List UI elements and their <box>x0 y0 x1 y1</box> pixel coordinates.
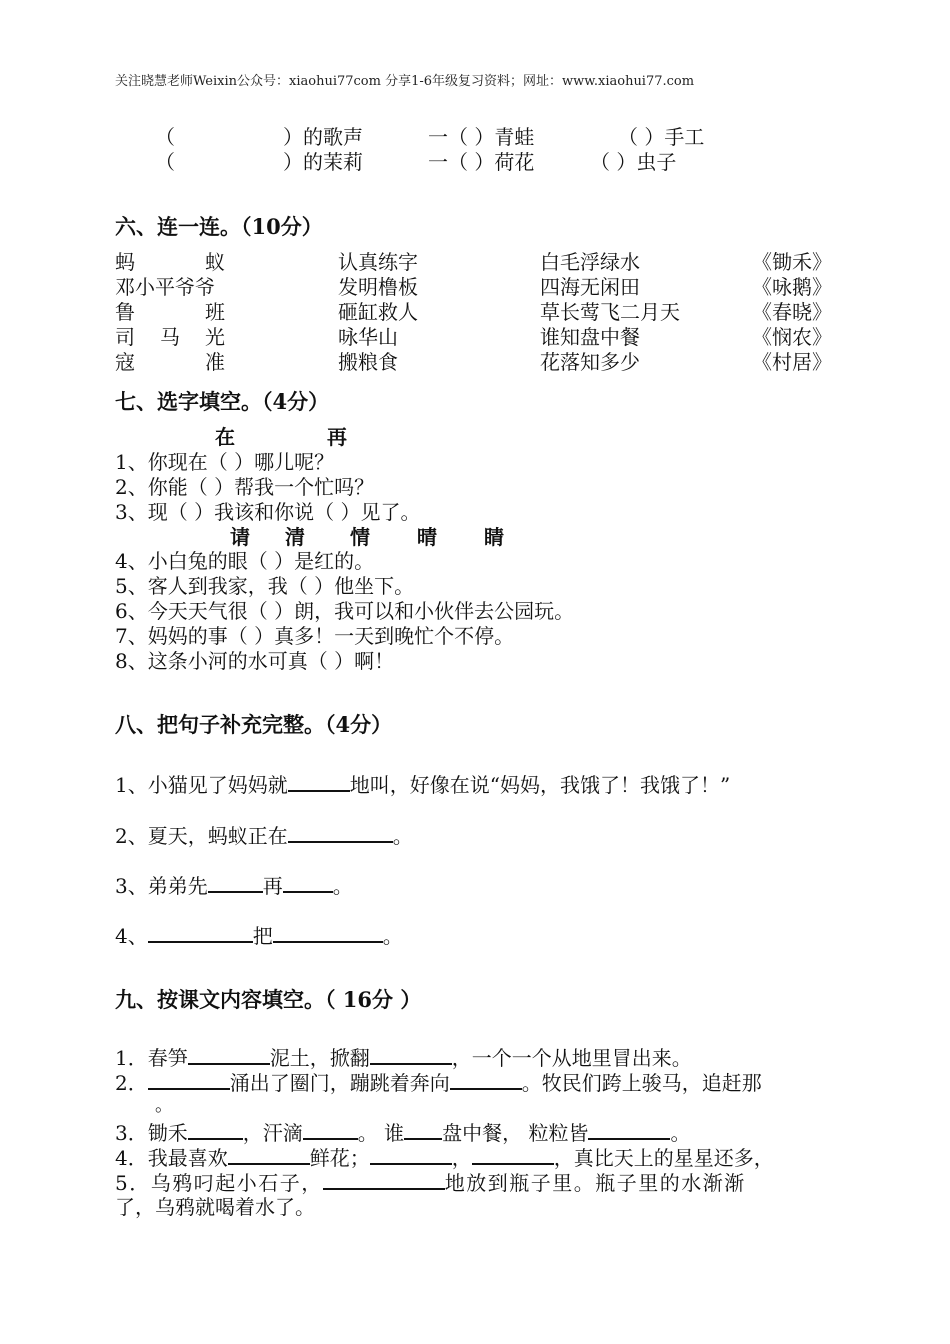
sentence-text: 4、 <box>115 924 148 948</box>
poem-title-cell: 《春晓》 <box>752 300 832 324</box>
sentence-text: 1、小猫见了妈妈就 <box>115 773 288 797</box>
word-choice: 在 <box>215 425 235 449</box>
line-text: 盘中餐， 粒粒皆 <box>442 1121 589 1145</box>
answer-blank[interactable] <box>472 1145 554 1165</box>
answer-blank[interactable] <box>228 1145 310 1165</box>
poem-line-cell: 四海无闲田 <box>540 275 640 299</box>
deed-cell: 发明橹板 <box>338 275 418 299</box>
line-text: 。牧民们跨上骏马，追赶那 <box>521 1071 762 1095</box>
question-line: 5、客人到我家，我（ ）他坐下。 <box>115 574 415 598</box>
line-text: 了，乌鸦就喝着水了。 <box>115 1195 315 1219</box>
line-text: ，真比天上的星星还多， <box>553 1146 774 1170</box>
word-choice: 情 <box>350 525 370 549</box>
answer-blank[interactable] <box>323 1170 445 1190</box>
answer-blank[interactable] <box>148 1070 230 1090</box>
text-line <box>115 1070 762 1095</box>
section-7-title: 七、选字填空。（4分） <box>115 389 330 414</box>
line-text: 3．锄禾 <box>115 1121 188 1145</box>
poem-title-cell: 《悯农》 <box>752 325 832 349</box>
fill-item: （ ）手工 <box>618 125 705 149</box>
question-line: 1、你现在（ ）哪儿呢？ <box>115 450 335 474</box>
name-cell: 班 <box>205 300 225 324</box>
question-line: 3、现（ ）我该和你说（ ）见了。 <box>115 500 421 524</box>
poem-title-cell: 《村居》 <box>752 350 832 374</box>
question-line: 2、你能（ ）帮我一个忙吗？ <box>115 475 375 499</box>
paren-open: （ <box>155 125 175 149</box>
sentence-text: 3、弟弟先 <box>115 874 208 898</box>
question-line: 7、妈妈的事（ ）真多！一天到晚忙个不停。 <box>115 624 515 648</box>
sentence-text: 2、夏天，蚂蚁正在 <box>115 824 288 848</box>
deed-cell: 砸缸救人 <box>338 300 418 324</box>
question-line: 4、小白兔的眼（ ）是红的。 <box>115 549 375 573</box>
answer-blank[interactable] <box>283 873 333 893</box>
deed-cell: 搬粮食 <box>338 350 398 374</box>
answer-blank[interactable] <box>303 1120 358 1140</box>
name-cell: 光 <box>205 325 225 349</box>
poem-title-cell: 《锄禾》 <box>752 250 832 274</box>
deed-cell: 咏华山 <box>338 325 398 349</box>
line-text: ， <box>451 1146 472 1170</box>
name-cell: 寇 <box>115 350 135 374</box>
poem-line-cell: 草长莺飞二月天 <box>540 300 680 324</box>
name-cell: 蚂 <box>115 250 135 274</box>
word-choice: 睛 <box>484 525 504 549</box>
line-text: 2． <box>115 1071 148 1095</box>
line-text: ，一个一个从地里冒出来。 <box>451 1046 692 1070</box>
name-cell: 邓小平爷爷 <box>115 275 215 299</box>
name-cell: 鲁 <box>115 300 135 324</box>
line-text: 4．我最喜欢 <box>115 1146 228 1170</box>
answer-blank[interactable] <box>288 823 393 843</box>
answer-blank[interactable] <box>404 1120 442 1140</box>
answer-blank[interactable] <box>588 1120 670 1140</box>
line-text: 泥土，掀翻 <box>269 1046 370 1070</box>
answer-blank[interactable] <box>370 1145 452 1165</box>
poem-line-cell: 谁知盘中餐 <box>540 325 640 349</box>
name-cell: 蚁 <box>205 250 225 274</box>
line-text: ，汗滴 <box>242 1121 303 1145</box>
answer-blank[interactable] <box>370 1045 452 1065</box>
poem-line-cell: 白毛浮绿水 <box>540 250 640 274</box>
deed-cell: 认真练字 <box>338 250 418 274</box>
line-text: 。 <box>670 1121 691 1145</box>
word-choice: 晴 <box>417 525 437 549</box>
sentence-text: 把 <box>252 924 273 948</box>
sentence-line <box>115 823 413 848</box>
fill-item: ）的歌声 <box>283 125 363 149</box>
text-line <box>115 1170 746 1195</box>
fill-item: 一（ ）荷花 <box>428 150 535 174</box>
section-8-title: 八、把句子补充完整。（4分） <box>115 712 393 737</box>
sentence-text: 。 <box>332 874 353 898</box>
fill-item: ）的茉莉 <box>283 150 363 174</box>
sentence-line <box>115 772 730 797</box>
question-line: 8、这条小河的水可真（ ）啊！ <box>115 649 395 673</box>
word-choice: 请 <box>230 525 250 549</box>
answer-blank[interactable] <box>450 1070 522 1090</box>
sentence-text: 。 <box>382 924 403 948</box>
fill-item: （ ）虫子 <box>590 150 677 174</box>
sentence-text: 再 <box>262 874 283 898</box>
text-line <box>115 1120 690 1145</box>
text-line <box>115 1145 774 1170</box>
text-line <box>115 1045 692 1070</box>
answer-blank[interactable] <box>273 923 383 943</box>
fill-item: 一（ ）青蛙 <box>428 125 535 149</box>
poem-title-cell: 《咏鹅》 <box>752 275 832 299</box>
poem-line-cell: 花落知多少 <box>540 350 640 374</box>
answer-blank[interactable] <box>188 1045 270 1065</box>
name-cell: 准 <box>205 350 225 374</box>
section-6-title: 六、连一连。（10分） <box>115 214 323 239</box>
line-text: 5．乌鸦叼起小石子， <box>115 1171 323 1195</box>
sentence-line <box>115 923 403 948</box>
line-text: 涌出了圈门，蹦跳着奔向 <box>229 1071 450 1095</box>
answer-blank[interactable] <box>208 873 263 893</box>
section-9-title: 九、按课文内容填空。（ 16分 ） <box>115 987 422 1012</box>
sentence-text: 地叫，好像在说“妈妈，我饿了！我饿了！” <box>349 773 731 797</box>
line-text: 1．春笋 <box>115 1046 188 1070</box>
word-choice: 再 <box>327 425 347 449</box>
answer-blank[interactable] <box>288 772 350 792</box>
sentence-line <box>115 873 353 898</box>
line-text: 。 谁 <box>357 1121 405 1145</box>
question-line: 6、今天天气很（ ）朗，我可以和小伙伴去公园玩。 <box>115 599 575 623</box>
line-text: 。 <box>155 1095 173 1116</box>
page-header: 关注晓慧老师Weixin公众号：xiaohui77com 分享1-6年级复习资料；网址：www.xiaohui77.com <box>115 74 695 89</box>
paren-open: （ <box>155 150 175 174</box>
line-text: 鲜花； <box>309 1146 370 1170</box>
answer-blank[interactable] <box>148 923 253 943</box>
name-cell: 司 <box>115 325 135 349</box>
answer-blank[interactable] <box>188 1120 243 1140</box>
sentence-text: 。 <box>392 824 413 848</box>
name-cell: 马 <box>160 325 180 349</box>
line-text: 地放到瓶子里。瓶子里的水渐渐 <box>444 1171 746 1195</box>
word-choice: 清 <box>285 525 305 549</box>
